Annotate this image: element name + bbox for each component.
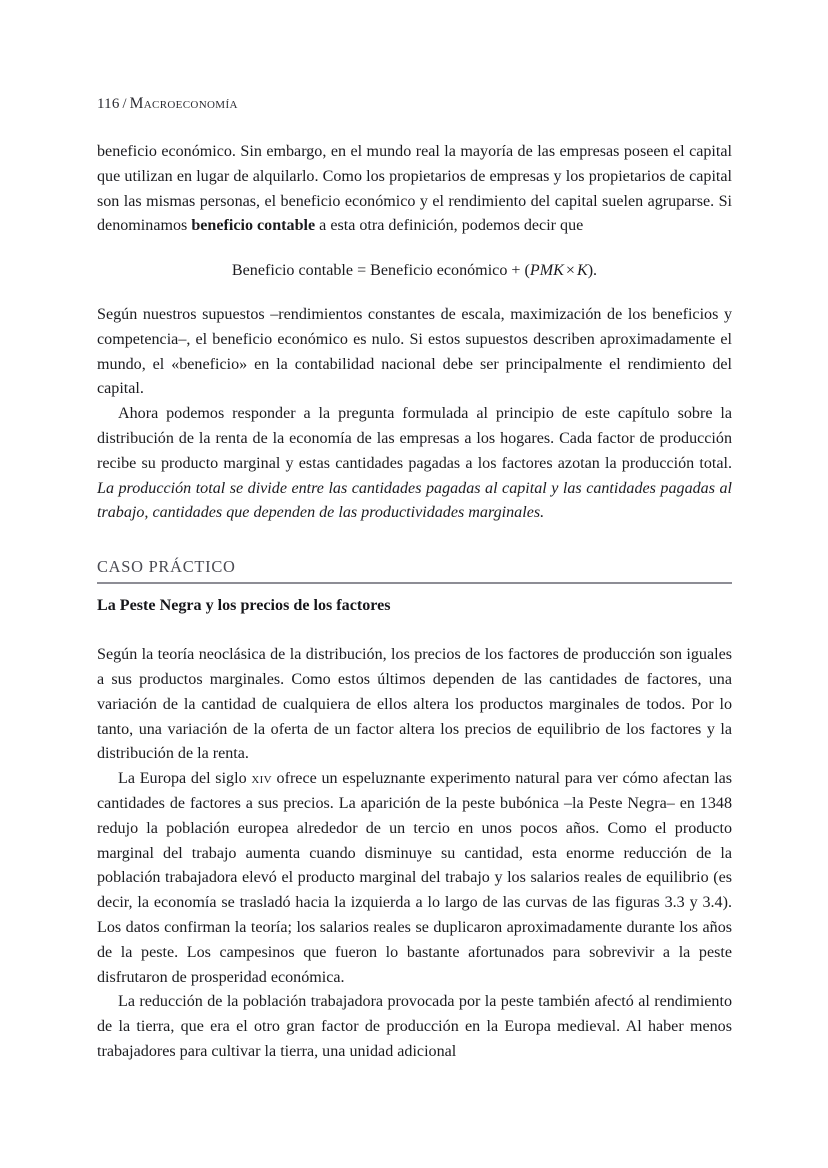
term-beneficio-contable: beneficio contable xyxy=(191,217,316,235)
paragraph-text-run: Ahora podemos responder a la pregunta formulada al principio de este capítulo sobre la distribución de la renta de la economía de las empresas a los hogares. Cada factor de producción recibe su producto marginal y estas cantidades pagadas a los factores azotan la producción total. xyxy=(97,405,732,472)
page-number: 116 xyxy=(97,96,120,112)
case-study-title: La Peste Negra y los precios de los factores xyxy=(97,597,391,615)
paragraph-text-run: beneficio económico. Sin embargo, en el mundo real la mayoría de las empresas poseen el capital que utilizan en lugar de alquilarlo. Como los propietarios de empresas y los propietarios de capital son las mismas personas, el beneficio económico y el rendimiento del capital suelen agruparse. Si denominamos xyxy=(97,143,732,235)
equation-period: . xyxy=(593,262,598,280)
emphasis-conclusion: La producción total se divide entre las cantidades pagadas al capital y las cantidades pagadas al trabajo, cantidades que dependen de las productividades marginales. xyxy=(97,479,732,522)
paragraph-text-run: La Europa del siglo xyxy=(118,770,252,788)
equation-equals: = xyxy=(357,262,367,280)
paragraph-continuation xyxy=(97,140,732,239)
paragraph-europa-siglo-xiv xyxy=(97,767,732,990)
paragraph-supuestos: Según nuestros supuestos –rendimientos constantes de escala, maximización de los beneficios y competencia–, el beneficio económico es nulo. Si estos supuestos describen aproximadamente el mundo, el «beneficio» en la contabilidad nacional debe ser principalmente el rendimiento del capital. xyxy=(97,305,732,398)
paragraph-reduccion-poblacion: La reducción de la población trabajadora provocada por la peste también afectó al rendimiento de la tierra, que era el otro gran factor de producción en la Europa medieval. Al haber menos trabajadores para cultivar la tierra, una unidad adicional xyxy=(97,993,732,1060)
equation-open-paren: ( xyxy=(524,262,530,280)
display-equation xyxy=(97,239,732,303)
equation-variable-pmk: PMK xyxy=(529,262,564,280)
equation-variable-k: K xyxy=(576,262,588,280)
equation-lhs: Beneficio contable xyxy=(231,262,354,280)
equation-times-operator: × xyxy=(565,262,575,280)
paragraph-text-run: a esta otra definición, podemos decir que xyxy=(315,217,584,235)
case-study-kicker: CASO PRÁCTICO xyxy=(97,557,236,577)
running-head-separator: / xyxy=(122,96,127,112)
book-title: Macroeconomía xyxy=(129,95,238,112)
equation-plus: + xyxy=(511,262,521,280)
case-study-block xyxy=(97,526,732,1065)
equation-close-paren: ) xyxy=(587,262,594,280)
paragraph-text-run: ofrece un espeluznante experimento natural para ver cómo afectan las cantidades de factores a sus precios. La aparición de la peste bubónica –la Peste Negra– en 1348 redujo la población europea alrededor de un tercio en unos pocos años. Como el producto marginal del trabajo aumenta cuando disminuye su cantidad, esta enorme reducción de la población trabajadora elevó el producto marginal del trabajo y los salarios reales de equilibrio (es decir, la economía se trasladó hacia la izquierda a lo largo de las curvas de las figuras 3.3 y 3.4). Los datos confirman la teoría; los salarios reales se duplicaron aproximadamente durante los años de la peste. Los campesinos que fueron lo bastante afortunados para sobrevivir a la peste disfrutaron de prosperidad económica. xyxy=(97,770,732,986)
roman-numeral-century: xiv xyxy=(251,770,272,788)
running-head xyxy=(97,95,732,113)
paragraph-teoria-neoclasica: Según la teoría neoclásica de la distribución, los precios de los factores de producción son iguales a sus productos marginales. Como estos últimos dependen de las cantidades de factores, una variación de la cantidad de cualquiera de ellos altera los productos marginales de todos. Por lo tanto, una variación de la oferta de un factor altera los precios de equilibrio de los factores y la distribución de la renta. xyxy=(97,646,732,763)
case-study-body xyxy=(97,617,732,1065)
text-column xyxy=(97,140,732,1065)
equation-rhs-term: Beneficio económico xyxy=(370,262,508,280)
paragraph-distribucion-renta xyxy=(97,402,732,526)
